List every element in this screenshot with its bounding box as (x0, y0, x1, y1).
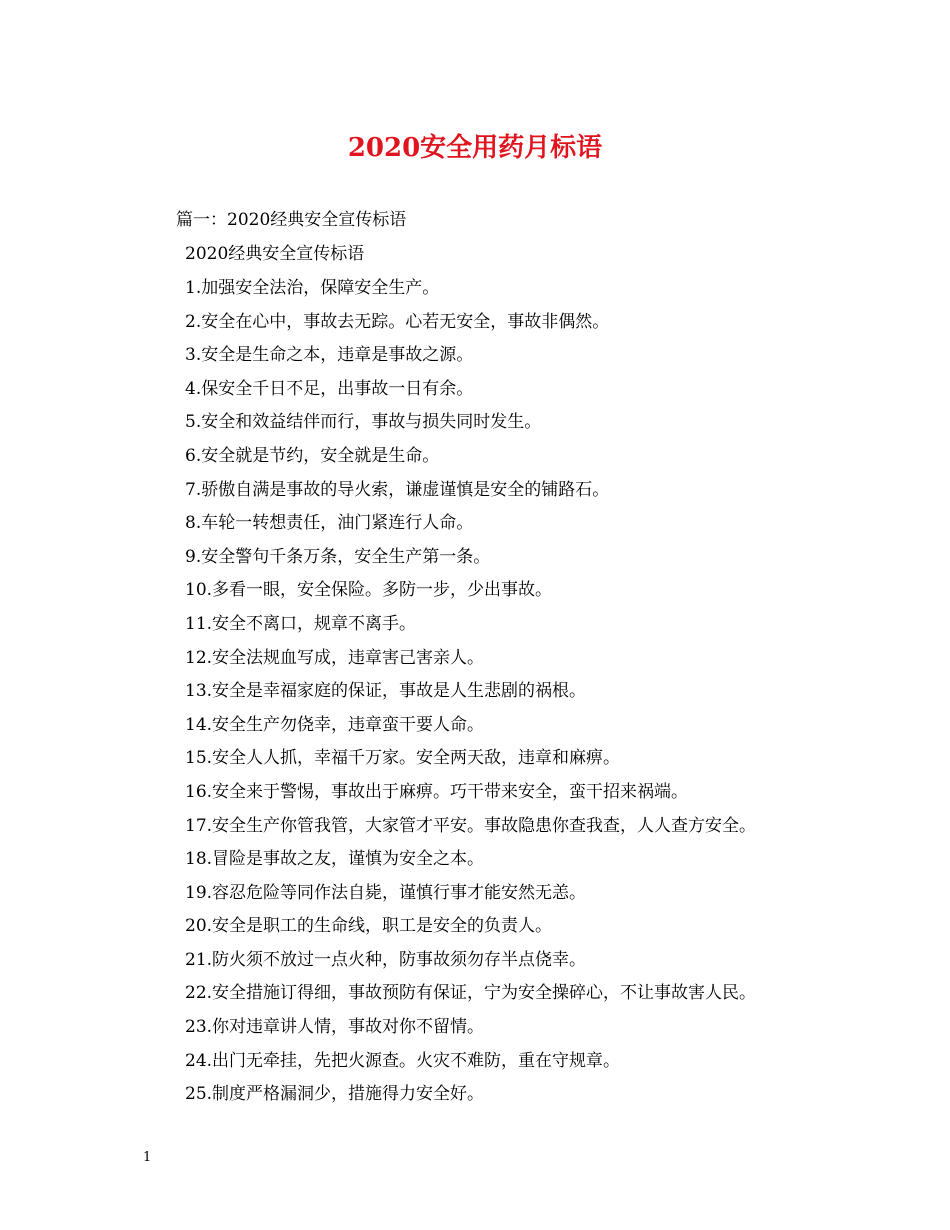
slogan-item: 16.安全来于警惕，事故出于麻痹。巧干带来安全，蛮干招来祸端。 (185, 781, 689, 802)
slogan-item: 20.安全是职工的生命线，职工是安全的负责人。 (185, 916, 553, 937)
slogan-item: 15.安全人人抓，幸福千万家。安全两天敌，违章和麻痹。 (185, 748, 621, 769)
slogan-item: 22.安全措施订得细，事故预防有保证，宁为安全操碎心，不让事故害人民。 (185, 983, 757, 1004)
page-number: 1 (143, 1150, 152, 1165)
slogan-item: 5.安全和效益结伴而行，事故与损失同时发生。 (185, 412, 542, 433)
slogan-item: 17.安全生产你管我管，大家管才平安。事故隐患你查我查，人人查方安全。 (185, 815, 757, 836)
slogan-item: 14.安全生产勿侥幸，违章蛮干要人命。 (185, 714, 485, 735)
document-title: 2020安全用药月标语 (347, 133, 603, 163)
slogan-item: 18.冒险是事故之友，谨慎为安全之本。 (185, 849, 485, 870)
slogan-item: 1.加强安全法治，保障安全生产。 (185, 278, 440, 298)
slogan-item: 6.安全就是节约，安全就是生命。 (185, 445, 440, 466)
section-heading: 篇一：2020经典安全宣传标语 (176, 210, 407, 230)
slogan-item: 8.车轮一转想责任，油门紧连行人命。 (185, 513, 474, 534)
slogan-item: 25.制度严格漏洞少，措施得力安全好。 (185, 1084, 485, 1105)
slogan-item: 19.容忍危险等同作法自毙，谨慎行事才能安然无恙。 (185, 882, 587, 903)
slogan-item: 9.安全警句千条万条，安全生产第一条。 (185, 546, 491, 567)
slogan-item: 11.安全不离口，规章不离手。 (185, 613, 417, 634)
slogan-item: 21.防火须不放过一点火种，防事故须勿存半点侥幸。 (185, 949, 587, 970)
subheading: 2020经典安全宣传标语 (185, 244, 365, 264)
slogan-item: 10.多看一眼，安全保险。多防一步，少出事故。 (185, 580, 553, 601)
slogan-item: 24.出门无牵挂，先把火源查。火灾不难防，重在守规章。 (185, 1050, 621, 1071)
slogan-item: 13.安全是幸福家庭的保证，事故是人生悲剧的祸根。 (185, 681, 587, 702)
slogan-list (185, 274, 756, 1114)
slogan-item: 7.骄傲自满是事故的导火索，谦虚谨慎是安全的铺路石。 (185, 479, 610, 500)
slogan-item: 23.你对违章讲人情，事故对你不留情。 (185, 1017, 485, 1038)
slogan-item: 3.安全是生命之本，违章是事故之源。 (185, 345, 474, 366)
slogan-item: 2.安全在心中，事故去无踪。心若无安全，事故非偶然。 (185, 311, 610, 332)
slogan-item: 12.安全法规血写成，违章害己害亲人。 (185, 647, 485, 668)
slogan-item: 4.保安全千日不足，出事故一日有余。 (185, 378, 474, 399)
